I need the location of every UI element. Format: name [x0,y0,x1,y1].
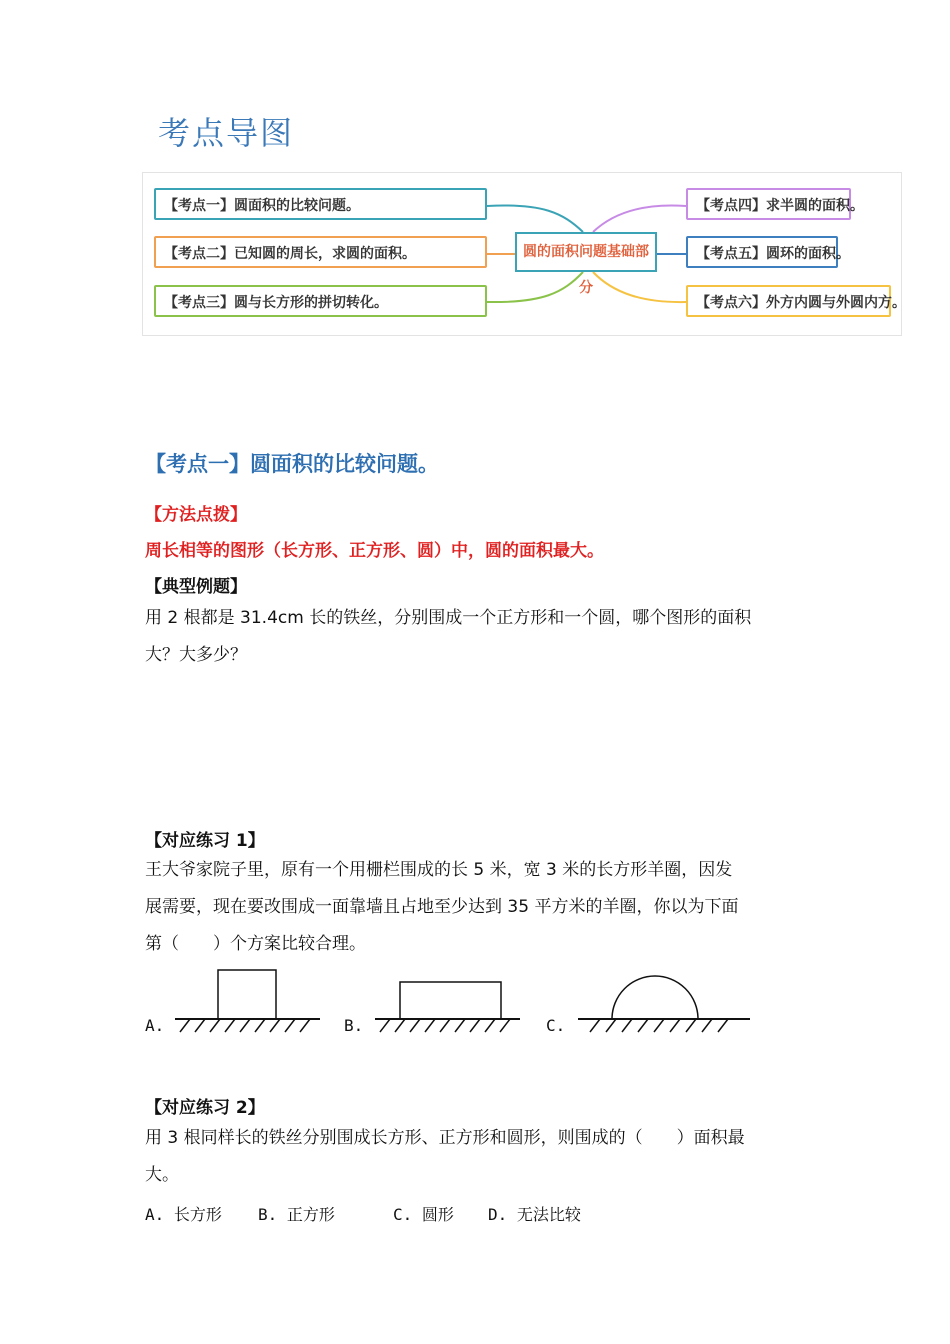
connector-3 [487,272,583,302]
diagram-a [175,970,320,1032]
mind-map-node-2: 【考点二】已知圆的周长，求圆的面积。 [154,236,487,268]
option-c-label: C. [546,1016,566,1035]
mind-map-node-5: 【考点五】圆环的面积。 [686,236,838,268]
option-b-label: B. [344,1016,364,1035]
connector-4 [593,205,686,232]
practice2-option-b: B. 正方形 [258,1205,335,1224]
example-line-2: 大？大多少？ [145,645,247,665]
mind-map-node-1: 【考点一】圆面积的比较问题。 [154,188,487,220]
mind-map-node-4: 【考点四】求半圆的面积。 [686,188,851,220]
practice2-line-2: 大。 [145,1165,179,1185]
practice1-line-3: 第（ ）个方案比较合理。 [145,934,366,954]
practice2-option-d: D. 无法比较 [488,1205,581,1224]
practice2-question [145,1120,825,1194]
mind-map-node-3: 【考点三】圆与长方形的拼切转化。 [154,285,487,317]
connector-1 [487,205,583,232]
option-a-label: A. [145,1016,165,1035]
practice1-line-1: 王大爷家院子里，原有一个用栅栏围成的长 5 米，宽 3 米的长方形羊圈，因发 [145,860,733,880]
practice1-label: 【对应练习 1】 [145,831,265,851]
mind-map-node-6: 【考点六】外方内圆与外圆内方。 [686,285,891,317]
example-question [145,600,825,674]
practice1-question [145,852,825,963]
example-line-1: 用 2 根都是 31.4cm 长的铁丝，分别围成一个正方形和一个圆，哪个图形的面积 [145,608,752,628]
page-title: 考点导图 [158,114,295,152]
practice2-option-a: A. 长方形 [145,1205,222,1224]
mind-map [142,172,906,336]
practice2-option-c: C. 圆形 [393,1205,454,1224]
method-text: 周长相等的图形（长方形、正方形、圆）中，圆的面积最大。 [145,541,604,561]
pen-diagrams [170,960,770,1040]
connector-6 [593,272,686,302]
mind-map-center: 圆的面积问题基础部分 [515,232,657,272]
diagram-c [578,976,750,1032]
method-label: 【方法点拨】 [145,505,247,525]
diagram-b [375,982,520,1032]
practice2-line-1: 用 3 根同样长的铁丝分别围成长方形、正方形和圆形，则围成的（ ）面积最 [145,1128,745,1148]
practice1-line-2: 展需要，现在要改围成一面靠墙且占地至少达到 35 平方米的羊圈，你以为下面 [145,897,739,917]
section-heading: 【考点一】圆面积的比较问题。 [145,452,439,476]
practice2-label: 【对应练习 2】 [145,1098,265,1118]
example-label: 【典型例题】 [145,577,247,597]
